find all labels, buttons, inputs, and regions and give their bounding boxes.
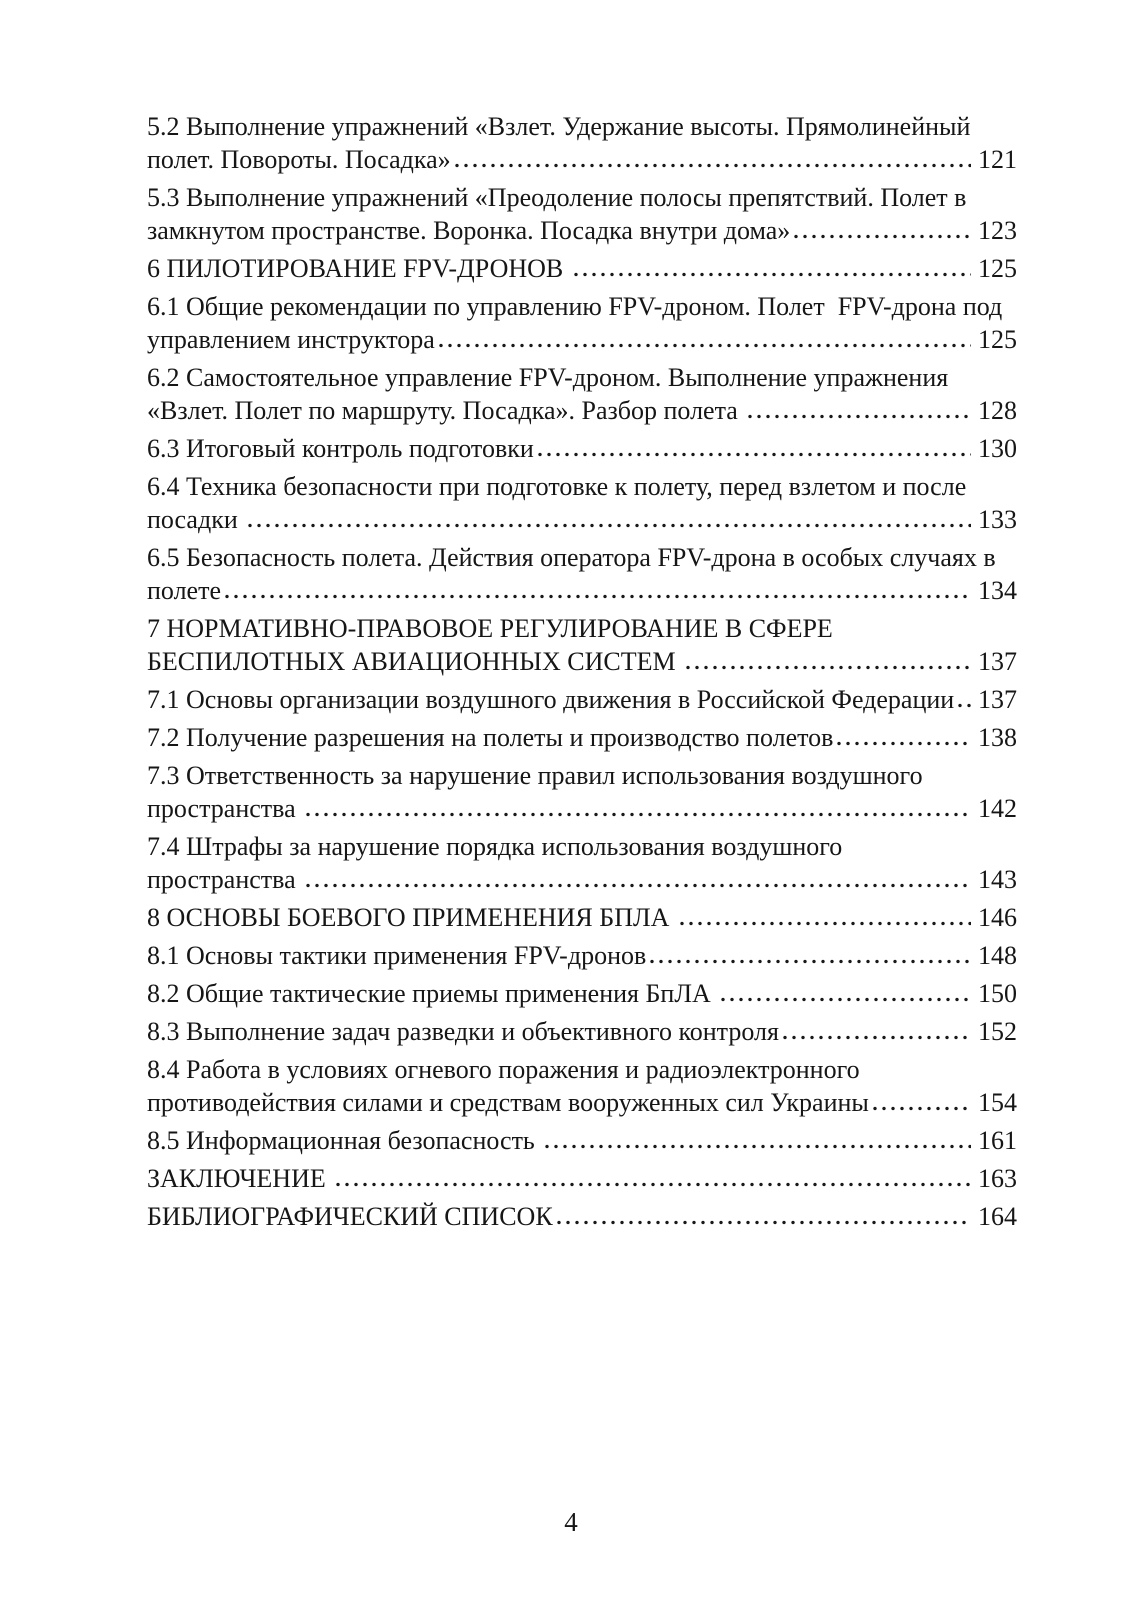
toc-page-ref: 143 bbox=[978, 865, 1017, 894]
toc-entry-last-line bbox=[147, 143, 1017, 176]
toc-page-ref: 146 bbox=[978, 903, 1017, 932]
toc-entry bbox=[147, 432, 1017, 465]
toc-entry-title: 8.5 Информационная безопасность bbox=[147, 1126, 542, 1155]
toc-page-ref: 130 bbox=[978, 434, 1017, 463]
toc-entry-line: 5.2 Выполнение упражнений «Взлет. Удержание высоты. Прямолинейный bbox=[147, 112, 971, 141]
toc-page-ref: 134 bbox=[978, 576, 1017, 605]
toc-entry bbox=[147, 830, 1017, 896]
toc-entry bbox=[147, 181, 1017, 247]
toc-entry bbox=[147, 1015, 1017, 1048]
toc-entry bbox=[147, 361, 1017, 427]
toc-entry-last-line bbox=[147, 1086, 1017, 1119]
toc-entry-title: 6.3 Итоговый контроль подготовки bbox=[147, 434, 534, 463]
toc-entry bbox=[147, 252, 1017, 285]
toc-entry bbox=[147, 541, 1017, 607]
toc-entry-title: полет. Повороты. Посадка» bbox=[147, 145, 451, 174]
toc-page-ref: 121 bbox=[978, 145, 1017, 174]
toc-entry-title: пространства bbox=[147, 794, 303, 823]
toc-entry bbox=[147, 1162, 1017, 1195]
toc-entry-last-line bbox=[147, 792, 1017, 825]
toc-entry-last-line bbox=[147, 721, 1017, 754]
toc-entry bbox=[147, 977, 1017, 1010]
toc-entry-last-line bbox=[147, 863, 1017, 896]
toc-entry bbox=[147, 290, 1017, 356]
dot-leader bbox=[871, 1106, 971, 1111]
toc-entry-title: полете bbox=[147, 576, 221, 605]
toc-page-ref: 137 bbox=[978, 685, 1017, 714]
dot-leader bbox=[792, 234, 971, 239]
toc-entry-last-line bbox=[147, 432, 1017, 465]
toc-entry bbox=[147, 1124, 1017, 1157]
toc-entry-line: 7.3 Ответственность за нарушение правил использования воздушного bbox=[147, 761, 923, 790]
dot-leader bbox=[246, 523, 971, 528]
dot-leader bbox=[678, 921, 971, 926]
toc-entry-last-line bbox=[147, 977, 1017, 1010]
toc-page-ref: 148 bbox=[978, 941, 1017, 970]
toc-page-ref: 123 bbox=[978, 216, 1017, 245]
toc-entry-line: 8.4 Работа в условиях огневого поражения и радиоэлектронного bbox=[147, 1055, 860, 1084]
toc-entry bbox=[147, 470, 1017, 536]
dot-leader bbox=[304, 812, 971, 817]
toc-page-ref: 154 bbox=[978, 1088, 1017, 1117]
toc-entry-title: противодействия силами и средствам вооруженных сил Украины bbox=[147, 1088, 869, 1117]
toc-entry-line: 7 НОРМАТИВНО-ПРАВОВОЕ РЕГУЛИРОВАНИЕ В СФЕРЕ bbox=[147, 614, 833, 643]
toc-entry bbox=[147, 759, 1017, 825]
toc-entry-last-line bbox=[147, 1015, 1017, 1048]
toc-page-ref: 163 bbox=[978, 1164, 1017, 1193]
dot-leader bbox=[781, 1035, 971, 1040]
toc-entry-title: 8.1 Основы тактики применения FPV-дронов bbox=[147, 941, 647, 970]
toc-entry bbox=[147, 721, 1017, 754]
toc-page-ref: 150 bbox=[978, 979, 1017, 1008]
dot-leader bbox=[223, 594, 971, 599]
dot-leader bbox=[555, 1220, 971, 1225]
dot-leader bbox=[304, 883, 971, 888]
dot-leader bbox=[746, 414, 971, 419]
toc-entry-title: 7.2 Получение разрешения на полеты и производство полетов bbox=[147, 723, 834, 752]
toc-entry-line: 6.4 Техника безопасности при подготовке к полету, перед взлетом и после bbox=[147, 472, 967, 501]
toc-entry-title: 8.2 Общие тактические приемы применения БпЛА bbox=[147, 979, 718, 1008]
toc-entry-last-line bbox=[147, 252, 1017, 285]
toc-entry bbox=[147, 939, 1017, 972]
toc-entry bbox=[147, 612, 1017, 678]
toc-entry-last-line bbox=[147, 683, 1017, 716]
toc-entry-line: 6.5 Безопасность полета. Действия оператора FPV-дрона в особых случаях в bbox=[147, 543, 996, 572]
toc-page-ref: 125 bbox=[978, 325, 1017, 354]
toc-entry-last-line bbox=[147, 645, 1017, 678]
toc-entry-title: «Взлет. Полет по маршруту. Посадка». Разбор полета bbox=[147, 396, 745, 425]
toc-page-ref: 133 bbox=[978, 505, 1017, 534]
toc-entry-title: замкнутом пространстве. Воронка. Посадка внутри дома» bbox=[147, 216, 791, 245]
toc-entry-last-line bbox=[147, 1124, 1017, 1157]
dot-leader bbox=[334, 1182, 971, 1187]
toc-entry bbox=[147, 683, 1017, 716]
toc-entry bbox=[147, 1053, 1017, 1119]
toc-entry-title: управлением инструктора bbox=[147, 325, 435, 354]
toc-entry bbox=[147, 110, 1017, 176]
toc-entry-last-line bbox=[147, 574, 1017, 607]
toc-entry-title: ЗАКЛЮЧЕНИЕ bbox=[147, 1164, 333, 1193]
toc-entry bbox=[147, 1200, 1017, 1233]
toc-entry-last-line bbox=[147, 1200, 1017, 1233]
toc-entry-line: 5.3 Выполнение упражнений «Преодоление полосы препятствий. Полет в bbox=[147, 183, 967, 212]
dot-leader bbox=[572, 272, 971, 277]
toc-entry-line: 6.1 Общие рекомендации по управлению FPV-дроном. Полет FPV-дрона под bbox=[147, 292, 1003, 321]
dot-leader bbox=[437, 343, 971, 348]
toc-page-ref: 138 bbox=[978, 723, 1017, 752]
toc-entry-line: 7.4 Штрафы за нарушение порядка использования воздушного bbox=[147, 832, 843, 861]
toc-entry bbox=[147, 901, 1017, 934]
dot-leader bbox=[719, 997, 971, 1002]
toc-page-ref: 137 bbox=[978, 647, 1017, 676]
toc-page-ref: 142 bbox=[978, 794, 1017, 823]
toc-page-ref: 164 bbox=[978, 1202, 1017, 1231]
toc-entry-last-line bbox=[147, 214, 1017, 247]
toc-entry-title: посадки bbox=[147, 505, 245, 534]
toc-page-ref: 125 bbox=[978, 254, 1017, 283]
toc-entry-line: 6.2 Самостоятельное управление FPV-дроном. Выполнение упражнения bbox=[147, 363, 949, 392]
toc-entry-title: 6 ПИЛОТИРОВАНИЕ FPV-ДРОНОВ bbox=[147, 254, 570, 283]
toc-entry-last-line bbox=[147, 323, 1017, 356]
toc-entry-last-line bbox=[147, 394, 1017, 427]
page-number: 4 bbox=[564, 1507, 578, 1537]
table-of-contents bbox=[147, 110, 1017, 1238]
dot-leader bbox=[543, 1144, 971, 1149]
toc-page-ref: 128 bbox=[978, 396, 1017, 425]
dot-leader bbox=[453, 163, 971, 168]
toc-entry-title: пространства bbox=[147, 865, 303, 894]
dot-leader bbox=[835, 741, 971, 746]
toc-page-ref: 161 bbox=[978, 1126, 1017, 1155]
toc-entry-last-line bbox=[147, 939, 1017, 972]
dot-leader bbox=[648, 959, 971, 964]
toc-entry-title: 7.1 Основы организации воздушного движения в Российской Федерации bbox=[147, 685, 955, 714]
toc-entry-last-line bbox=[147, 1162, 1017, 1195]
toc-entry-last-line bbox=[147, 503, 1017, 536]
toc-page-ref: 152 bbox=[978, 1017, 1017, 1046]
toc-entry-title: БИБЛИОГРАФИЧЕСКИЙ СПИСОК bbox=[147, 1202, 553, 1231]
dot-leader bbox=[536, 452, 971, 457]
toc-entry-last-line bbox=[147, 901, 1017, 934]
dot-leader bbox=[684, 665, 971, 670]
toc-entry-title: 8 ОСНОВЫ БОЕВОГО ПРИМЕНЕНИЯ БПЛА bbox=[147, 903, 676, 932]
toc-entry-title: 8.3 Выполнение задач разведки и объективного контроля bbox=[147, 1017, 779, 1046]
toc-entry-title: БЕСПИЛОТНЫХ АВИАЦИОННЫХ СИСТЕМ bbox=[147, 647, 683, 676]
dot-leader bbox=[956, 703, 971, 708]
